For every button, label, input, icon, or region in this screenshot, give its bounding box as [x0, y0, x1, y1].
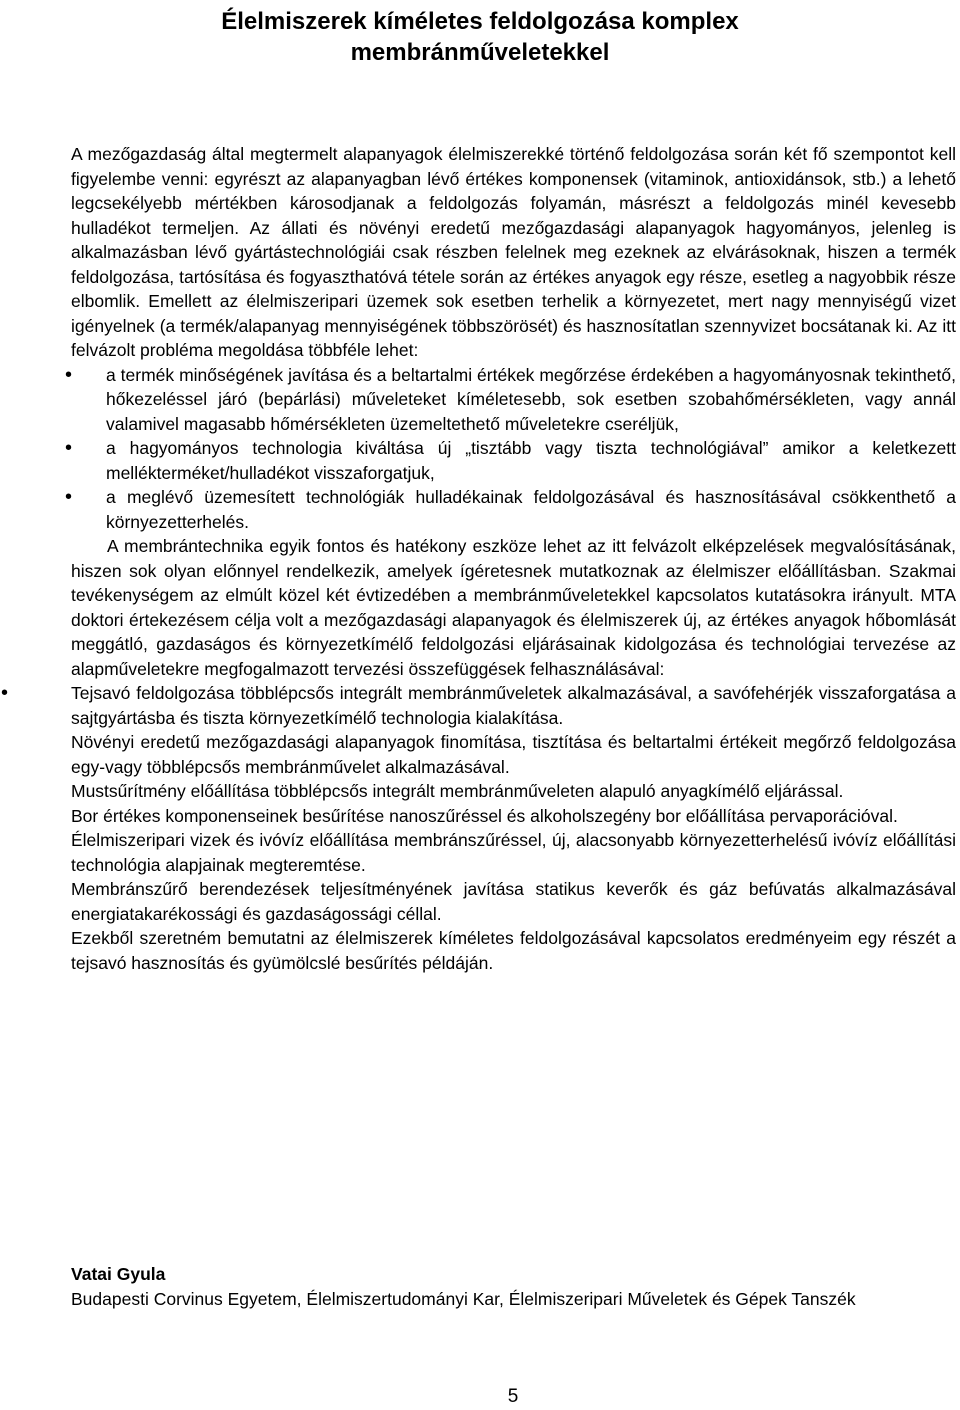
author-name: Vatai Gyula: [71, 1264, 166, 1284]
document-body: [1, 142, 956, 975]
closing-paragraph: Ezekből szeretném bemutatni az élelmiszerek kíméletes feldolgozásával kapcsolatos eredményeim egy részét a tejsavó hasznosítás és gyümölcslé besűrítés példáján.: [71, 928, 956, 973]
author-block: [71, 1262, 956, 1311]
page-number: 5: [507, 1386, 519, 1407]
solutions-list: [71, 363, 956, 535]
intro-paragraph: A mezőgazdaság által megtermelt alapanyagok élelmiszerekké történő feldolgozása során két fő szempontot kell figyelembe venni: egyrészt az alapanyagban lévő értékes komponensek (vitaminok, antioxidánsok, stb.) a lehető legcsekélyebb mértékben károsodjanak a feldolgozás folyamán, másrészt a feldolgozás minél kevesebb hulladékot termeljen. Az állati és növényi eredetű mezőgazdasági alapanyagok hagyományos, jelenleg is alkalmazásban lévő gyártástechnológiái csak részben felelnek meg ezeknek az elvárásoknak, hiszen a termék feldolgozása, tartósítása és fogyaszthatóvá tétele során az értékes anyagok egy része, esetleg a nagyobbik része elbomlik. Emellett az élelmiszeripari üzemek sok esetben terhelik a környezetet, mert nagy mennyiségű vizet igényelnek (a termék/alapanyag mennyiségének többszörösét) és hasznosítatlan szennyvizet bocsátanak ki. Az itt felvázolt probléma megoldása többféle lehet:: [71, 144, 956, 360]
goal-item: Membránszűrő berendezések teljesítményének javítása statikus keverők és gáz befúvatás alkalmazásával energiatakarékossági és gazdaságossági céllal.: [71, 879, 956, 924]
solution-item: • a hagyományos technologia kiváltása új „tisztább vagy tiszta technológiával” amikor a keletkezett mellékterméket/hulladékot visszaforgatjuk,: [71, 436, 956, 485]
goal-item: Mustsűrítmény előállítása többlépcsős integrált membránműveleten alapuló anyagkímélő eljárással.: [71, 781, 844, 801]
goal-item: Növényi eredetű mezőgazdasági alapanyagok finomítása, tisztítása és beltartalmi értékeit megőrző feldolgozása egy-vagy többlépcsős membránművelet alkalmazásával.: [71, 732, 956, 777]
goal-text: Tejsavó feldolgozása többlépcsős integrált membránműveletek alkalmazásával, a savófehérjék visszaforgatása a sajtgyártásba és tiszta környezetkímélő technologia kialakítása.: [71, 683, 956, 728]
goal-item: Bor értékes komponenseinek besűrítése nanoszűréssel és alkoholszegény bor előállítása pervaporációval.: [71, 805, 898, 826]
goal-item: Élelmiszeripari vizek és ivóvíz előállítása membránszűréssel, új, alacsonyabb környezetterhelésű ivóvíz előállítási technológia alapjainak megteremtése.: [71, 830, 956, 875]
solution-item: • a meglévő üzemesített technológiák hulladékainak feldolgozásával és hasznosításával csökkenthető a környezetterhelés.: [71, 485, 956, 534]
author-affiliation: Budapesti Corvinus Egyetem, Élelmiszertudományi Kar, Élelmiszeripari Műveletek és Gépek Tanszék: [71, 1288, 856, 1309]
goal-item: [1, 681, 956, 730]
membrane-paragraph: A membrántechnika egyik fontos és hatékony eszköze lehet az itt felvázolt elképzelések megvalósításának, hiszen sok olyan előnnyel rendelkezik, amelyek ígéretesnek mutatkoznak az élelmiszer előállításban. Szakmai tevékenységem az elmúlt közel két évtizedében a membránműveletekkel kapcsolatos kutatásokra irányult. MTA doktori értekezésem célja volt a mezőgazdasági alapanyagok és élelmiszerek új, az értékes anyagok hőbomlását meggátló, gazdaságos és környezetkímélő feldolgozási eljárásainak kidolgozása és technológiai tervezése az alapműveletekre megfogalmazott tervezési összefüggések felhasználásával:: [71, 536, 956, 679]
bullet-icon: •: [1, 682, 9, 704]
document-title: Élelmiszerek kíméletes feldolgozása komplex membránműveletekkel: [221, 8, 739, 66]
solution-item: • a termék minőségének javítása és a beltartalmi értékek megőrzése érdekében a hagyományosnak tekinthető, hőkezeléssel járó (bepárlási) műveleteket kíméletesebb, sok esetben szobahőmérsékleten, vagy annál valamivel magasabb hőmérsékleten üzemeltethető műveletekre cseréljük,: [71, 363, 956, 437]
